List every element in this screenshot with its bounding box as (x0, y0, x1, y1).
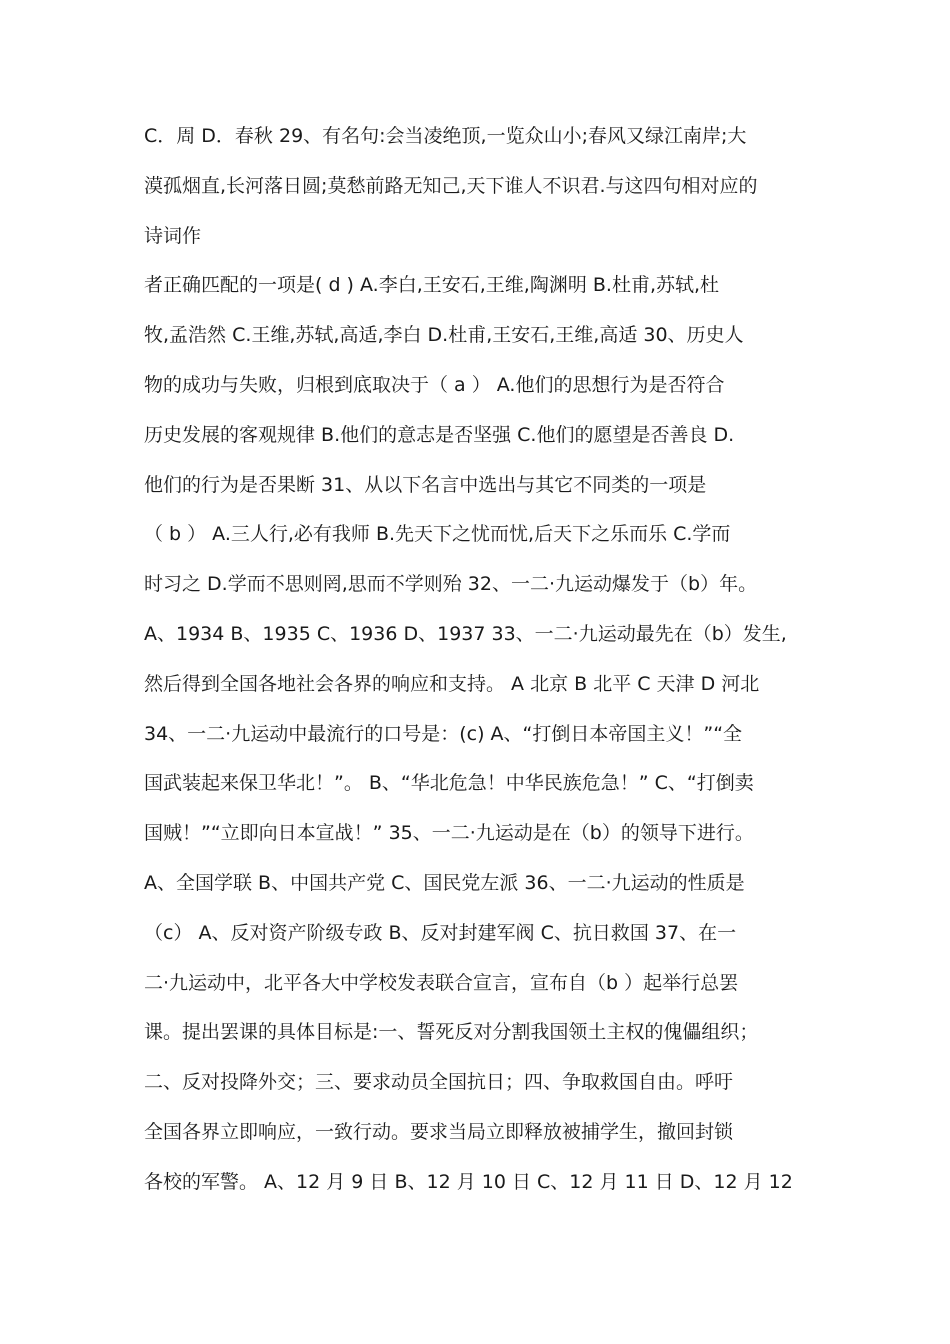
text-line: 二·九运动中，北平各大中学校发表联合宣言，宣布自（b ）起举行总罢 (144, 971, 739, 994)
text-line: 漠孤烟直,长河落日圆;莫愁前路无知己,天下谁人不识君.与这四句相对应的 (144, 174, 758, 197)
text-line: 时习之 D.学而不思则罔,思而不学则殆 32、一二·九运动爆发于（b）年。 (144, 573, 758, 596)
text-line: A、全国学联 B、中国共产党 C、国民党左派 36、一二·九运动的性质是 (144, 871, 745, 894)
text-line: 物的成功与失败，归根到底取决于（ a ） A.他们的思想行为是否符合 (144, 373, 725, 396)
text-line: 者正确匹配的一项是( d ) A.李白,王安石,王维,陶渊明 B.杜甫,苏轼,杜 (144, 274, 720, 297)
text-line: A、1934 B、1935 C、1936 D、1937 33、一二·九运动最先在（b）发生, (144, 622, 787, 645)
text-line: 历史发展的客观规律 B.他们的意志是否坚强 C.他们的愿望是否善良 D. (144, 423, 735, 446)
text-line: 各校的军警。 A、12 月 9 日 B、12 月 10 日 C、12 月 11 日 D、12 月 12 (144, 1170, 793, 1193)
text-line: 二、反对投降外交；三、要求动员全国抗日；四、争取救国自由。呼吁 (144, 1071, 734, 1094)
text-line: 牧,孟浩然 C.王维,苏轼,高适,李白 D.杜甫,王安石,王维,高适 30、历史人 (144, 324, 744, 347)
text-line: 他们的行为是否果断 31、从以下名言中选出与其它不同类的一项是 (144, 473, 707, 496)
text-line: 国武装起来保卫华北！”。 B、“华北危急！中华民族危急！” C、“打倒卖 (144, 772, 754, 795)
text-line: （ b ） A.三人行,必有我师 B.先天下之忧而忧,后天下之乐而乐 C.学而 (144, 523, 731, 546)
text-line: 然后得到全国各地社会各界的响应和支持。 A 北京 B 北平 C 天津 D 河北 (144, 672, 760, 695)
text-line: 34、一二·九运动中最流行的口号是：(c) A、“打倒日本帝国主义！”“全 (144, 722, 743, 745)
text-line: C．周 D．春秋 29、有名句:会当凌绝顶,一览众山小;春风又绿江南岸;大 (144, 125, 747, 147)
text-line: 国贼！”“立即向日本宣战！” 35、一二·九运动是在（b）的领导下进行。 (144, 822, 754, 845)
document-text-block (144, 112, 824, 1208)
text-line: （c） A、反对资产阶级专政 B、反对封建军阀 C、抗日救国 37、在一 (144, 921, 737, 944)
text-line: 全国各界立即响应，一致行动。要求当局立即释放被捕学生，撤回封锁 (144, 1120, 734, 1143)
text-line: 课。提出罢课的具体目标是:一、誓死反对分割我国领土主权的傀儡组织； (144, 1021, 759, 1044)
text-line: 诗词作 (144, 224, 202, 247)
